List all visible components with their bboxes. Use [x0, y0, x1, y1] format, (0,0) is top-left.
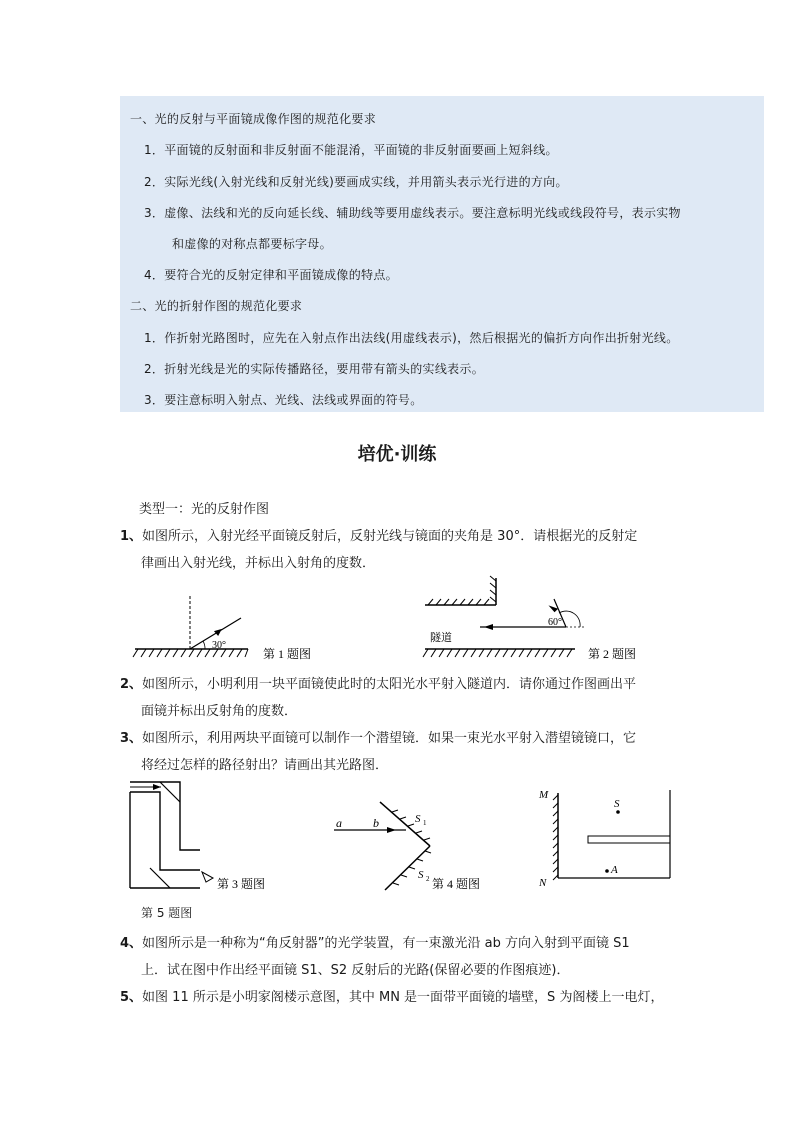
- question-3: [120, 727, 636, 746]
- mirror-s2: [385, 846, 430, 890]
- question-5-number: 5、: [120, 990, 143, 1005]
- label-s: S: [614, 798, 620, 810]
- question-1-text-a: 如图所示，入射光经平面镜反射后，反射光线与镜面的夹角是 30°．请根据光的反射定: [142, 529, 638, 544]
- tips-rule-2: 2．实际光线(入射光线和反射光线)要画成实线，并用箭头表示光行进的方向。: [144, 175, 568, 189]
- question-2: [120, 673, 636, 692]
- figure-5-caption: 第 5 题图: [141, 906, 193, 920]
- point-b-label: b: [373, 816, 379, 830]
- tips-refraction-2: 2．折射光线是光的实际传播路径，要用带有箭头的实线表示。: [144, 362, 485, 376]
- figure-1: [130, 590, 330, 665]
- section-title: 培优·训练: [357, 444, 437, 465]
- question-1-number: 1、: [120, 529, 143, 544]
- figure-2-tunnel-label: 隧道: [430, 631, 452, 644]
- tips-refraction-3: 3．要注意标明入射点、光线、法线或界面的符号。: [144, 393, 423, 407]
- figure-1-angle: 30°: [212, 640, 226, 651]
- label-a: A: [611, 864, 618, 876]
- question-5-text-a: 如图 11 所示是小明家阁楼示意图，其中 MN 是一面带平面镜的墙壁，S 为阁楼上一电灯，: [142, 990, 664, 1005]
- figure-2-angle: 60°: [548, 617, 562, 628]
- lamp-point: [616, 810, 620, 814]
- question-1: [120, 525, 637, 544]
- question-5: [120, 986, 663, 1005]
- tips-rule-1: 1．平面镜的反射面和非反射面不能混淆，平面镜的非反射面要画上短斜线。: [144, 143, 558, 157]
- question-3-text-a: 如图所示，利用两块平面镜可以制作一个潜望镜．如果一束光水平射入潜望镜镜口，它: [142, 731, 637, 746]
- figure-2: [420, 575, 650, 665]
- mirror-s1-label: S: [415, 813, 421, 825]
- figure-4-caption: 第 4 题图: [432, 877, 481, 891]
- tips-rule-3b: 和虚像的对称点都要标字母。: [172, 237, 332, 251]
- mirror-s2-subscript: 2: [426, 875, 430, 883]
- tips-heading-1: 一、光的反射与平面镜成像作图的规范化要求: [130, 112, 377, 126]
- question-4-text-b: 上．试在图中作出经平面镜 S1、S2 反射后的光路(保留必要的作图痕迹)．: [141, 963, 570, 978]
- tips-heading-2: 二、光的折射作图的规范化要求: [130, 299, 303, 313]
- type-heading: 类型一：光的反射作图: [139, 502, 270, 517]
- tips-rule-4: 4．要符合光的反射定律和平面镜成像的特点。: [144, 268, 398, 282]
- figure-5: [538, 785, 688, 890]
- figure-2-caption: 第 2 题图: [588, 647, 637, 661]
- question-4-text-a: 如图所示是一种称为“角反射器”的光学装置，有一束激光沿 ab 方向入射到平面镜 S1: [142, 936, 630, 951]
- question-4-number: 4、: [120, 936, 143, 951]
- top-mirror: [160, 782, 180, 802]
- mirror-s1-subscript: 1: [423, 819, 427, 827]
- question-2-text-a: 如图所示，小明利用一块平面镜使此时的太阳光水平射入隧道内．请你通过作图画出平: [142, 677, 637, 692]
- point-a: [605, 869, 609, 873]
- figure-3: [125, 780, 285, 895]
- figure-3-caption: 第 3 题图: [217, 877, 266, 891]
- question-3-number: 3、: [120, 731, 143, 746]
- eye-icon: [202, 872, 213, 882]
- tips-rule-3a: 3．虚像、法线和光的反向延长线、辅助线等要用虚线表示。要注意标明光线或线段符号，表示实物: [144, 206, 681, 220]
- attic-floor: [588, 836, 670, 843]
- figure-1-caption: 第 1 题图: [263, 647, 312, 661]
- label-m: M: [539, 789, 549, 801]
- mirror-s2-label: S: [418, 869, 424, 881]
- question-1-text-b: 律画出入射光线，并标出入射角的度数．: [141, 556, 376, 571]
- question-2-number: 2、: [120, 677, 143, 692]
- bottom-mirror: [150, 868, 170, 888]
- figure-4: [330, 798, 500, 898]
- tips-refraction-1: 1．作折射光路图时，应先在入射点作出法线(用虚线表示)，然后根据光的偏折方向作出折射光线。: [144, 331, 679, 345]
- requirements-box: [120, 96, 764, 412]
- label-n: N: [539, 877, 547, 889]
- point-a-label: a: [336, 816, 342, 830]
- question-3-text-b: 将经过怎样的路径射出？请画出其光路图．: [141, 758, 389, 773]
- question-2-text-b: 面镜并标出反射角的度数．: [141, 704, 298, 719]
- question-4: [120, 932, 630, 951]
